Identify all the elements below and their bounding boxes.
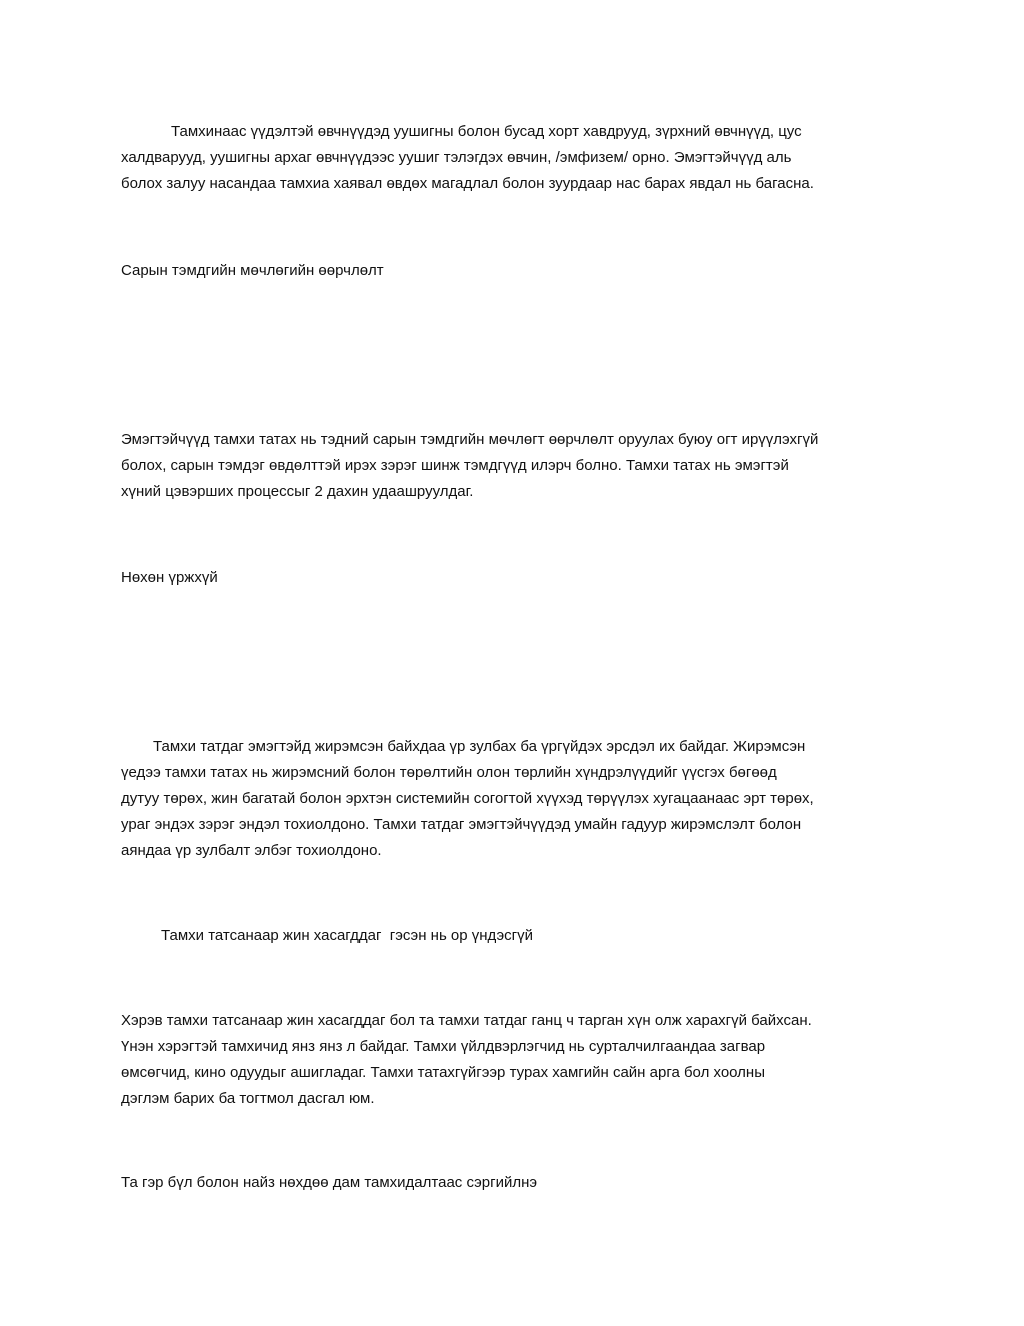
paragraph-line: дутуу төрөх, жин багатай болон эрхтэн системийн согогтой хүүхэд төрүүлэх хугацаанаас эрт төрөх, [121,790,814,807]
paragraph-line: Тамхинаас үүдэлтэй өвчнүүдэд уушигны болон бусад хорт хавдрууд, зүрхний өвчнүүд, цус [171,123,802,140]
paragraph-line: Үнэн хэрэгтэй тамхичид янз янз л байдаг. Тамхи үйлдвэрлэгчид нь сурталчилгаандаа загвар [121,1038,766,1055]
paragraph-line: үедээ тамхи татах нь жирэмсний болон төрөлтийн олон төрлийн хүндрэлүүдийг үүсгэх бөгөөд [121,764,777,781]
heading-weight-myth [121,923,921,949]
paragraph-line: хүний цэвэрших процессыг 2 дахин удаашруулдаг. [121,483,474,500]
paragraph-line: Эмэгтэйчүүд тамхи татах нь тэдний сарын тэмдгийн мөчлөгт өөрчлөлт оруулах буюу огт ирүүлэхгүй [121,431,819,448]
paragraph-line: болох залуу насандаа тамхиа хаявал өвдөх магадлал болон зуурдаар нас барах явдал нь багасна. [121,175,814,192]
paragraph-line: Тамхи татдаг эмэгтэйд жирэмсэн байхдаа үр зулбах ба үргүйдэх эрсдэл их байдаг. Жирэмсэн [153,738,806,755]
heading-menstrual-cycle [121,258,921,284]
heading-secondhand-smoke [121,1170,921,1196]
heading-text: Сарын тэмдгийн мөчлөгийн өөрчлөлт [121,262,384,279]
paragraph-line: болох, сарын тэмдэг өвдөлттэй ирэх зэрэг шинж тэмдгүүд илэрч болно. Тамхи татах нь эмэгтэй [121,457,789,474]
paragraph-smoking-diseases [121,119,921,197]
heading-text: Тамхи татсанаар жин хасагддаг гэсэн нь ор үндэсгүй [161,927,533,944]
paragraph-weight-myth [121,1008,921,1112]
paragraph-line: өмсөгчид, кино одуудыг ашигладаг. Тамхи татахгүйгээр турах хамгийн сайн арга бол хоолны [121,1064,765,1081]
paragraph-reproduction [121,734,921,864]
heading-reproduction [121,565,921,591]
paragraph-line: халдварууд, уушигны архаг өвчнүүдээс уушиг тэлэгдэх өвчин, /эмфизем/ орно. Эмэгтэйчүүд аль [121,149,792,166]
paragraph-line: ураг эндэх зэрэг эндэл тохиолдоно. Тамхи татдаг эмэгтэйчүүдэд умайн гадуур жирэмслэлт болон [121,816,802,833]
paragraph-line: аяндаа үр зулбалт элбэг тохиолдоно. [121,842,382,859]
heading-text: Нөхөн үржхүй [121,569,218,586]
paragraph-menstrual-cycle [121,427,921,505]
paragraph-line: Хэрэв тамхи татсанаар жин хасагддаг бол та тамхи татдаг ганц ч тарган хүн олж харахгүй байхсан. [121,1012,812,1029]
heading-text: Та гэр бүл болон найз нөхдөө дам тамхидалтаас сэргийлнэ [121,1174,538,1191]
paragraph-line: дэглэм барих ба тогтмол дасгал юм. [121,1090,375,1107]
